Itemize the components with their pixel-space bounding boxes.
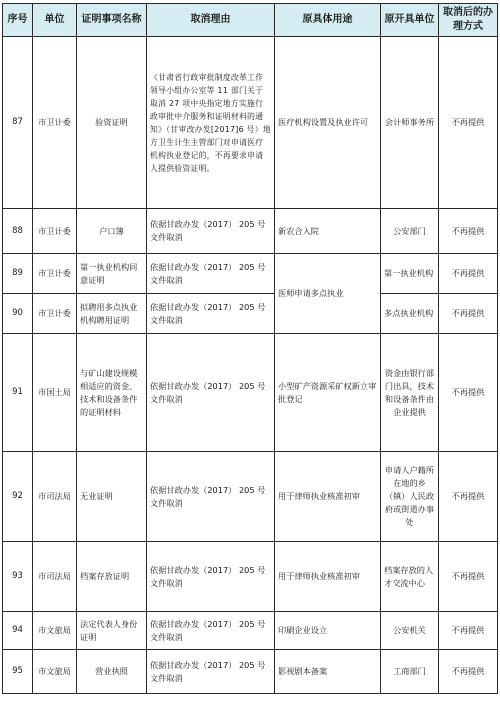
row-index: 91 — [3, 334, 33, 452]
row-after: 不再提供 — [439, 542, 498, 612]
row-original-use: 新农合入院 — [275, 209, 381, 254]
row-index: 87 — [3, 37, 33, 209]
row-cert-name: 验资证明 — [77, 37, 147, 209]
row-after: 不再提供 — [439, 254, 498, 294]
row-after: 不再提供 — [439, 37, 498, 209]
row-unit: 市卫计委 — [33, 294, 77, 334]
table-row — [3, 542, 498, 612]
row-reason: 依据甘政办发（2017） 205 号文件取消 — [147, 254, 275, 294]
table-row — [3, 37, 498, 209]
row-cert-name: 营业执照 — [77, 650, 147, 694]
row-reason: 依据甘政办发（2017） 205 号文件取消 — [147, 452, 275, 542]
row-issuer: 公安机关 — [381, 612, 439, 650]
row-issuer: 资金由银行部门出具，技术和设备条件由企业提供 — [381, 334, 439, 452]
table-row — [3, 612, 498, 650]
row-issuer: 第一执业机构 — [381, 254, 439, 294]
row-cert-name: 法定代表人身份证明 — [77, 612, 147, 650]
row-after: 不再提供 — [439, 650, 498, 694]
row-original-use: 医师申请多点执业 — [275, 254, 381, 334]
header-cert-name: 证明事项名称 — [77, 4, 147, 37]
table-row — [3, 650, 498, 694]
row-reason: 依据甘政办发（2017） 205 号文件取消 — [147, 209, 275, 254]
table-row — [3, 209, 498, 254]
row-original-use: 小型矿产资源采矿权新立审批登记 — [275, 334, 381, 452]
row-unit: 市卫计委 — [33, 254, 77, 294]
row-cert-name: 无业证明 — [77, 452, 147, 542]
row-reason: 依据甘政办发（2017） 205 号文件取消 — [147, 650, 275, 694]
row-cert-name: 与矿山建设规模相适应的资金、技术和设备条件的证明材料 — [77, 334, 147, 452]
header-issuer: 原开具单位 — [381, 4, 439, 37]
row-issuer: 申请人户籍所在地的乡（镇）人民政府或街道办事处 — [381, 452, 439, 542]
header-after: 取消后的办理方式 — [439, 4, 498, 37]
row-index: 94 — [3, 612, 33, 650]
row-unit: 市国土局 — [33, 334, 77, 452]
row-issuer: 档案存放的人才交流中心 — [381, 542, 439, 612]
row-index: 95 — [3, 650, 33, 694]
row-reason: 依据甘政办发（2017） 205 号文件取消 — [147, 294, 275, 334]
row-issuer: 工商部门 — [381, 650, 439, 694]
row-reason: 依据甘政办发（2017） 205 号文件取消 — [147, 542, 275, 612]
row-after: 不再提供 — [439, 612, 498, 650]
row-original-use: 影视剧本备案 — [275, 650, 381, 694]
row-unit: 市司法局 — [33, 452, 77, 542]
row-reason: 依据甘政办发（2017） 205 号文件取消 — [147, 612, 275, 650]
row-after: 不再提供 — [439, 334, 498, 452]
row-issuer: 多点执业机构 — [381, 294, 439, 334]
row-cert-name: 第一执业机构同意证明 — [77, 254, 147, 294]
row-index: 93 — [3, 542, 33, 612]
table-header-row — [3, 4, 498, 37]
row-cert-name: 拟聘用多点执业机构聘用证明 — [77, 294, 147, 334]
row-reason: 依据甘政办发（2017） 205 号文件取消 — [147, 334, 275, 452]
row-original-use: 医疗机构设置及执业许可 — [275, 37, 381, 209]
row-original-use: 用于律师执业核准初审 — [275, 452, 381, 542]
row-original-use: 印刷企业设立 — [275, 612, 381, 650]
row-reason: 《甘肃省行政审批制度改革工作领导小组办公室等 11 部门关于取消 27 项中央指定地方实施行政审批中介服务和证明材料的通知》（甘审改办发[2017]6 号）地方卫生计生主管部门对申请医疗机构执业登记的，不再要求申请人提供验资证明。 — [147, 37, 275, 209]
row-index: 89 — [3, 254, 33, 294]
row-issuer: 公安部门 — [381, 209, 439, 254]
row-cert-name: 户口簿 — [77, 209, 147, 254]
row-unit: 市卫计委 — [33, 209, 77, 254]
row-unit: 市文旅局 — [33, 650, 77, 694]
row-index: 88 — [3, 209, 33, 254]
row-unit: 市文旅局 — [33, 612, 77, 650]
row-issuer: 会计师事务所 — [381, 37, 439, 209]
row-unit: 市司法局 — [33, 542, 77, 612]
row-unit: 市卫计委 — [33, 37, 77, 209]
table-row — [3, 254, 498, 294]
certificate-cancellation-table — [2, 3, 498, 694]
table-row — [3, 294, 498, 334]
row-after: 不再提供 — [439, 452, 498, 542]
header-original-use: 原具体用途 — [275, 4, 381, 37]
row-index: 92 — [3, 452, 33, 542]
row-cert-name: 档案存放证明 — [77, 542, 147, 612]
header-reason: 取消理由 — [147, 4, 275, 37]
row-after: 不再提供 — [439, 209, 498, 254]
row-original-use: 用于律师执业核准初审 — [275, 542, 381, 612]
table-row — [3, 452, 498, 542]
table-row — [3, 334, 498, 452]
header-index: 序号 — [3, 4, 33, 37]
row-after: 不再提供 — [439, 294, 498, 334]
header-unit: 单位 — [33, 4, 77, 37]
row-index: 90 — [3, 294, 33, 334]
